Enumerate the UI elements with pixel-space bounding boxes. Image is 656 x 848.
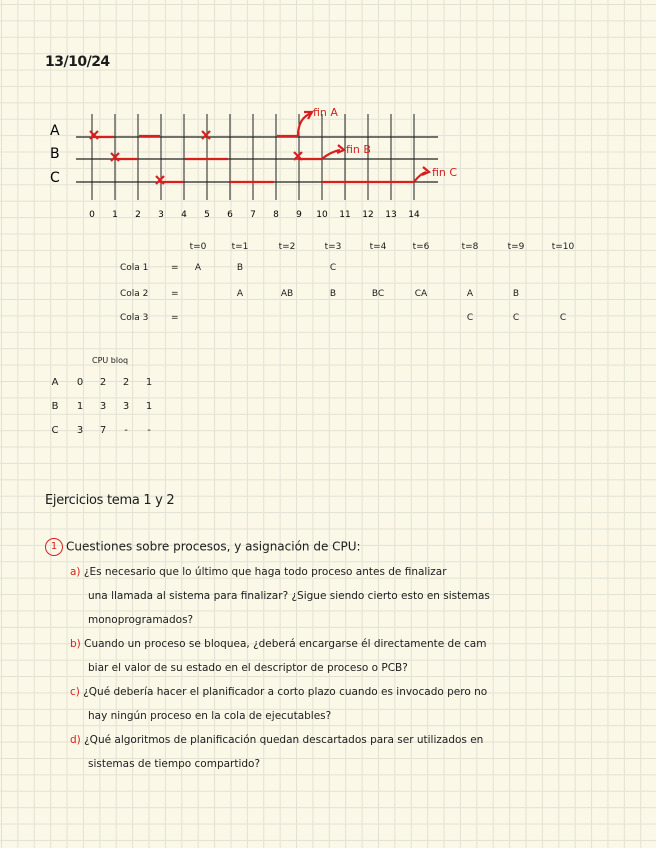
cpu-cell-1-0: B [51, 401, 59, 412]
queue-label-1: Cola 1 [120, 263, 149, 273]
question-item-a [70, 560, 654, 632]
fin-c-arrow [422, 167, 429, 175]
row-label-c: C [50, 170, 60, 186]
tick-label-0: 0 [89, 210, 95, 220]
cpu-cell-0-2: 2 [99, 377, 107, 388]
cpu-cell-0-1: 0 [76, 377, 84, 388]
arrival-mark-a5 [202, 131, 210, 139]
time-header-3: t=3 [324, 242, 342, 252]
item-a-line-2: una llamada al sistema para finalizar? ¿Sigue siendo cierto esto en sistemas [88, 590, 490, 602]
item-c-line-1: ¿Qué debería hacer el planificador a corto plazo cuando es invocado pero no [83, 686, 488, 698]
cpu-cell-2-2: 7 [99, 425, 107, 436]
time-header-0: t=0 [189, 242, 207, 252]
timeline-tick-labels [89, 210, 420, 220]
cpu-cell-2-0: C [51, 425, 59, 436]
tick-label-10: 10 [316, 210, 328, 220]
item-a-line-1: ¿Es necesario que lo último que haga todo proceso antes de finalizar [83, 566, 447, 578]
queue-equals-1: = [171, 263, 179, 273]
cpu-cell-1-1: 1 [76, 401, 84, 412]
tick-label-7: 7 [250, 210, 256, 220]
question-title: Cuestiones sobre procesos, y asignación de CPU: [66, 539, 361, 554]
cpu-cell-2-3: - [124, 425, 128, 436]
fin-b-arrow [337, 145, 344, 153]
tick-label-11: 11 [339, 210, 351, 220]
tick-label-1: 1 [112, 210, 118, 220]
queue-2-cell-4: BC [371, 289, 385, 299]
item-letter-a: a) [70, 566, 81, 578]
cpu-cell-1-3: 3 [122, 401, 130, 412]
row-label-a: A [50, 123, 60, 139]
cpu-cell-0-4: 1 [145, 377, 153, 388]
cpu-table-header: CPU bloq [92, 356, 129, 365]
item-b-line-1: Cuando un proceso se bloquea, ¿deberá encargarse él directamente de cam [84, 638, 487, 650]
time-header-5: t=6 [412, 242, 430, 252]
queue-3-cell-7: C [512, 313, 520, 323]
queue-2-cell-2: AB [280, 289, 294, 299]
tick-label-4: 4 [181, 210, 187, 220]
timeline-diagram [40, 100, 480, 225]
queue-1-cell-0: A [194, 263, 202, 273]
item-letter-b: b) [70, 638, 81, 650]
tick-label-6: 6 [227, 210, 233, 220]
queue-3-cell-8: C [559, 313, 567, 323]
tick-label-2: 2 [135, 210, 141, 220]
fin-a-label: fin A [313, 106, 338, 119]
timeline-execution-marks [90, 112, 429, 184]
cpu-cell-1-4: 1 [145, 401, 153, 412]
question-item-d [70, 728, 654, 776]
queue-2-cell-5: CA [414, 289, 428, 299]
cpu-cell-0-3: 2 [122, 377, 130, 388]
tick-label-9: 9 [296, 210, 302, 220]
queue-3-cell-6: C [466, 313, 474, 323]
time-header-7: t=9 [507, 242, 525, 252]
item-d-line-2: sistemas de tiempo compartido? [88, 758, 261, 770]
time-header-1: t=1 [231, 242, 249, 252]
exercises-title: Ejercicios tema 1 y 2 [45, 493, 175, 508]
note-date: 13/10/24 [45, 54, 110, 70]
fin-b-label: fin B [346, 143, 371, 156]
tick-label-12: 12 [362, 210, 374, 220]
item-c-line-2: hay ningún proceso en la cola de ejecutables? [88, 710, 332, 722]
row-label-b: B [50, 146, 60, 162]
queue-2-cell-1: A [236, 289, 244, 299]
queue-2-cell-7: B [512, 289, 520, 299]
queue-1-cell-3: C [329, 263, 337, 273]
time-header-8: t=10 [551, 242, 575, 252]
tick-label-5: 5 [204, 210, 210, 220]
queue-equals-2: = [171, 289, 179, 299]
cpu-cell-2-4: - [147, 425, 151, 436]
item-letter-c: c) [70, 686, 80, 698]
item-a-line-3: monoprogramados? [88, 614, 194, 626]
timeline-vertical-grid [92, 114, 414, 200]
cpu-cell-1-2: 3 [99, 401, 107, 412]
item-d-line-1: ¿Qué algoritmos de planificación quedan descartados para ser utilizados en [84, 734, 484, 746]
question-1 [45, 538, 361, 556]
time-header-4: t=4 [369, 242, 387, 252]
time-header-6: t=8 [461, 242, 479, 252]
item-letter-d: d) [70, 734, 81, 746]
cpu-cell-0-0: A [51, 377, 59, 388]
queue-1-cell-1: B [236, 263, 244, 273]
queue-2-cell-6: A [466, 289, 474, 299]
question-items [70, 560, 654, 776]
fin-c-label: fin C [432, 166, 458, 179]
question-item-b [70, 632, 654, 680]
question-number-badge: 1 [45, 538, 63, 556]
queue-equals-3: = [171, 313, 179, 323]
queue-label-2: Cola 2 [120, 289, 149, 299]
tick-label-13: 13 [385, 210, 397, 220]
tick-label-14: 14 [408, 210, 420, 220]
tick-label-8: 8 [273, 210, 279, 220]
tick-label-3: 3 [158, 210, 164, 220]
fin-b-curve [322, 150, 340, 159]
queue-label-3: Cola 3 [120, 313, 149, 323]
cpu-cell-2-1: 3 [76, 425, 84, 436]
item-b-line-2: biar el valor de su estado en el descriptor de proceso o PCB? [88, 662, 408, 674]
time-header-2: t=2 [278, 242, 296, 252]
question-item-c [70, 680, 654, 728]
queue-2-cell-3: B [329, 289, 337, 299]
